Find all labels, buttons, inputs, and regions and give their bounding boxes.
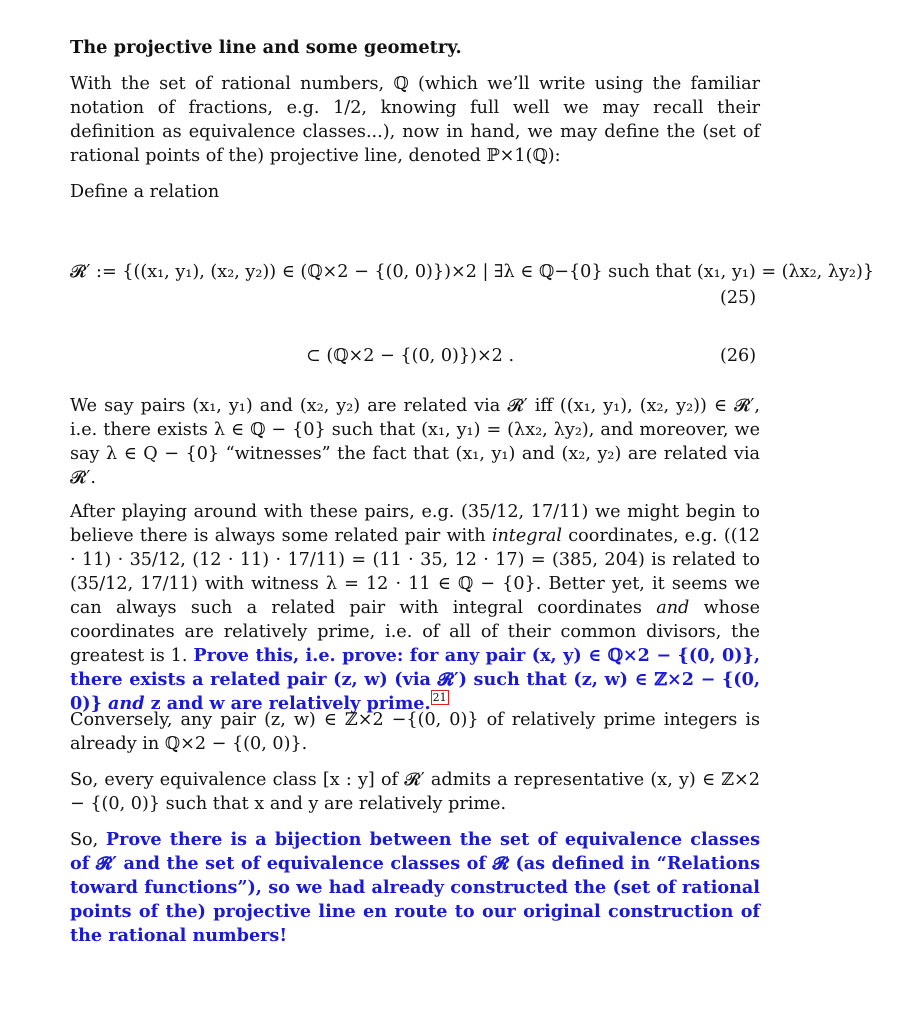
text-emphasis-and: and xyxy=(656,598,690,618)
footnote-link-21[interactable]: 21 xyxy=(432,691,447,704)
equation-25: 𝓡′ := {((x₁, y₁), (x₂, y₂)) ∈ (ℚ×2 − {(0, 0)})×2 | ∃λ ∈ ℚ−{0} such that (x₁, y₁) = (λx₂, λy₂)} xyxy=(70,262,875,282)
text-segment: After playing around with these pairs, e.g. (35/12, 17/11) we might begin to believe there is always some related pair with xyxy=(70,502,760,546)
exercise-prove-relatively-prime: Prove this, i.e. prove: for any pair (x, y) ∈ ℚ×2 − {(0, 0)}, there exists a related pair (z, w) (via 𝓡′) such that (z, w) ∈ ℤ×2 − {(0, 0)} xyxy=(70,645,761,714)
paragraph-related-pairs: We say pairs (x₁, y₁) and (x₂, y₂) are related via 𝓡′ iff ((x₁, y₁), (x₂, y₂)) ∈ 𝓡′, i.e. there exists λ ∈ ℚ − {0} such that (x₁, y₁) = (λx₂, λy₂), and moreover, we say λ ∈ Q − {0} “witnesses” the fact that (x₁, y₁) and (x₂, y₂) are related via 𝓡′. xyxy=(70,396,760,488)
paragraph-conversely: Conversely, any pair (z, w) ∈ ℤ×2 −{(0, 0)} of relatively prime integers is already in ℚ×2 − {(0, 0)}. xyxy=(70,710,760,754)
exercise-emphasis-and: and xyxy=(108,693,145,714)
text-segment: whose coordinates are relatively prime, i.e. of all of their common divisors, the greatest is 1. xyxy=(70,598,760,666)
paragraph-bijection xyxy=(70,828,760,948)
paragraph-define-relation: Define a relation xyxy=(70,182,220,202)
text-segment: So, xyxy=(70,830,106,850)
paragraph-representative: So, every equivalence class [x : y] of 𝓡′ admits a representative (x, y) ∈ ℤ×2 − {(0, 0)} such that x and y are relatively prime. xyxy=(70,770,760,814)
equation-number-26: (26) xyxy=(720,346,757,366)
equation-26: ⊂ (ℚ×2 − {(0, 0)})×2 . xyxy=(306,346,515,366)
text-segment: coordinates, e.g. ((12 · 11) · 35/12, (12 · 11) · 17/11) = (11 · 35, 12 · 17) = (385, 204) is related to (35/12, 17/11) with witness λ = 12 · 11 ∈ ℚ − {0}. Better yet, it seems we can always such a related pair with integral coordinates xyxy=(70,526,760,618)
paragraph-integral-coordinates xyxy=(70,500,760,716)
exercise-prove-bijection: Prove there is a bijection between the set of equivalence classes of 𝓡′ and the set of equivalence classes of 𝓡 (as defined in “Relations toward functions”), so we had already constructed the (set of rational points of the) projective line en route to our original construction of the rational numbers! xyxy=(70,829,760,946)
text-emphasis-integral: integral xyxy=(491,526,563,546)
section-heading: The projective line and some geometry. xyxy=(70,37,462,58)
paragraph-intro: With the set of rational numbers, ℚ (which we’ll write using the familiar notation of fractions, e.g. 1/2, knowing full well we may recall their definition as equivalence classes...), now in hand, we may define the (set of rational points of the) projective line, denoted ℙ×1(ℚ): xyxy=(70,74,760,166)
equation-number-25: (25) xyxy=(720,288,757,308)
exercise-prove-relatively-prime-end: z and w are relatively prime. xyxy=(144,693,431,714)
